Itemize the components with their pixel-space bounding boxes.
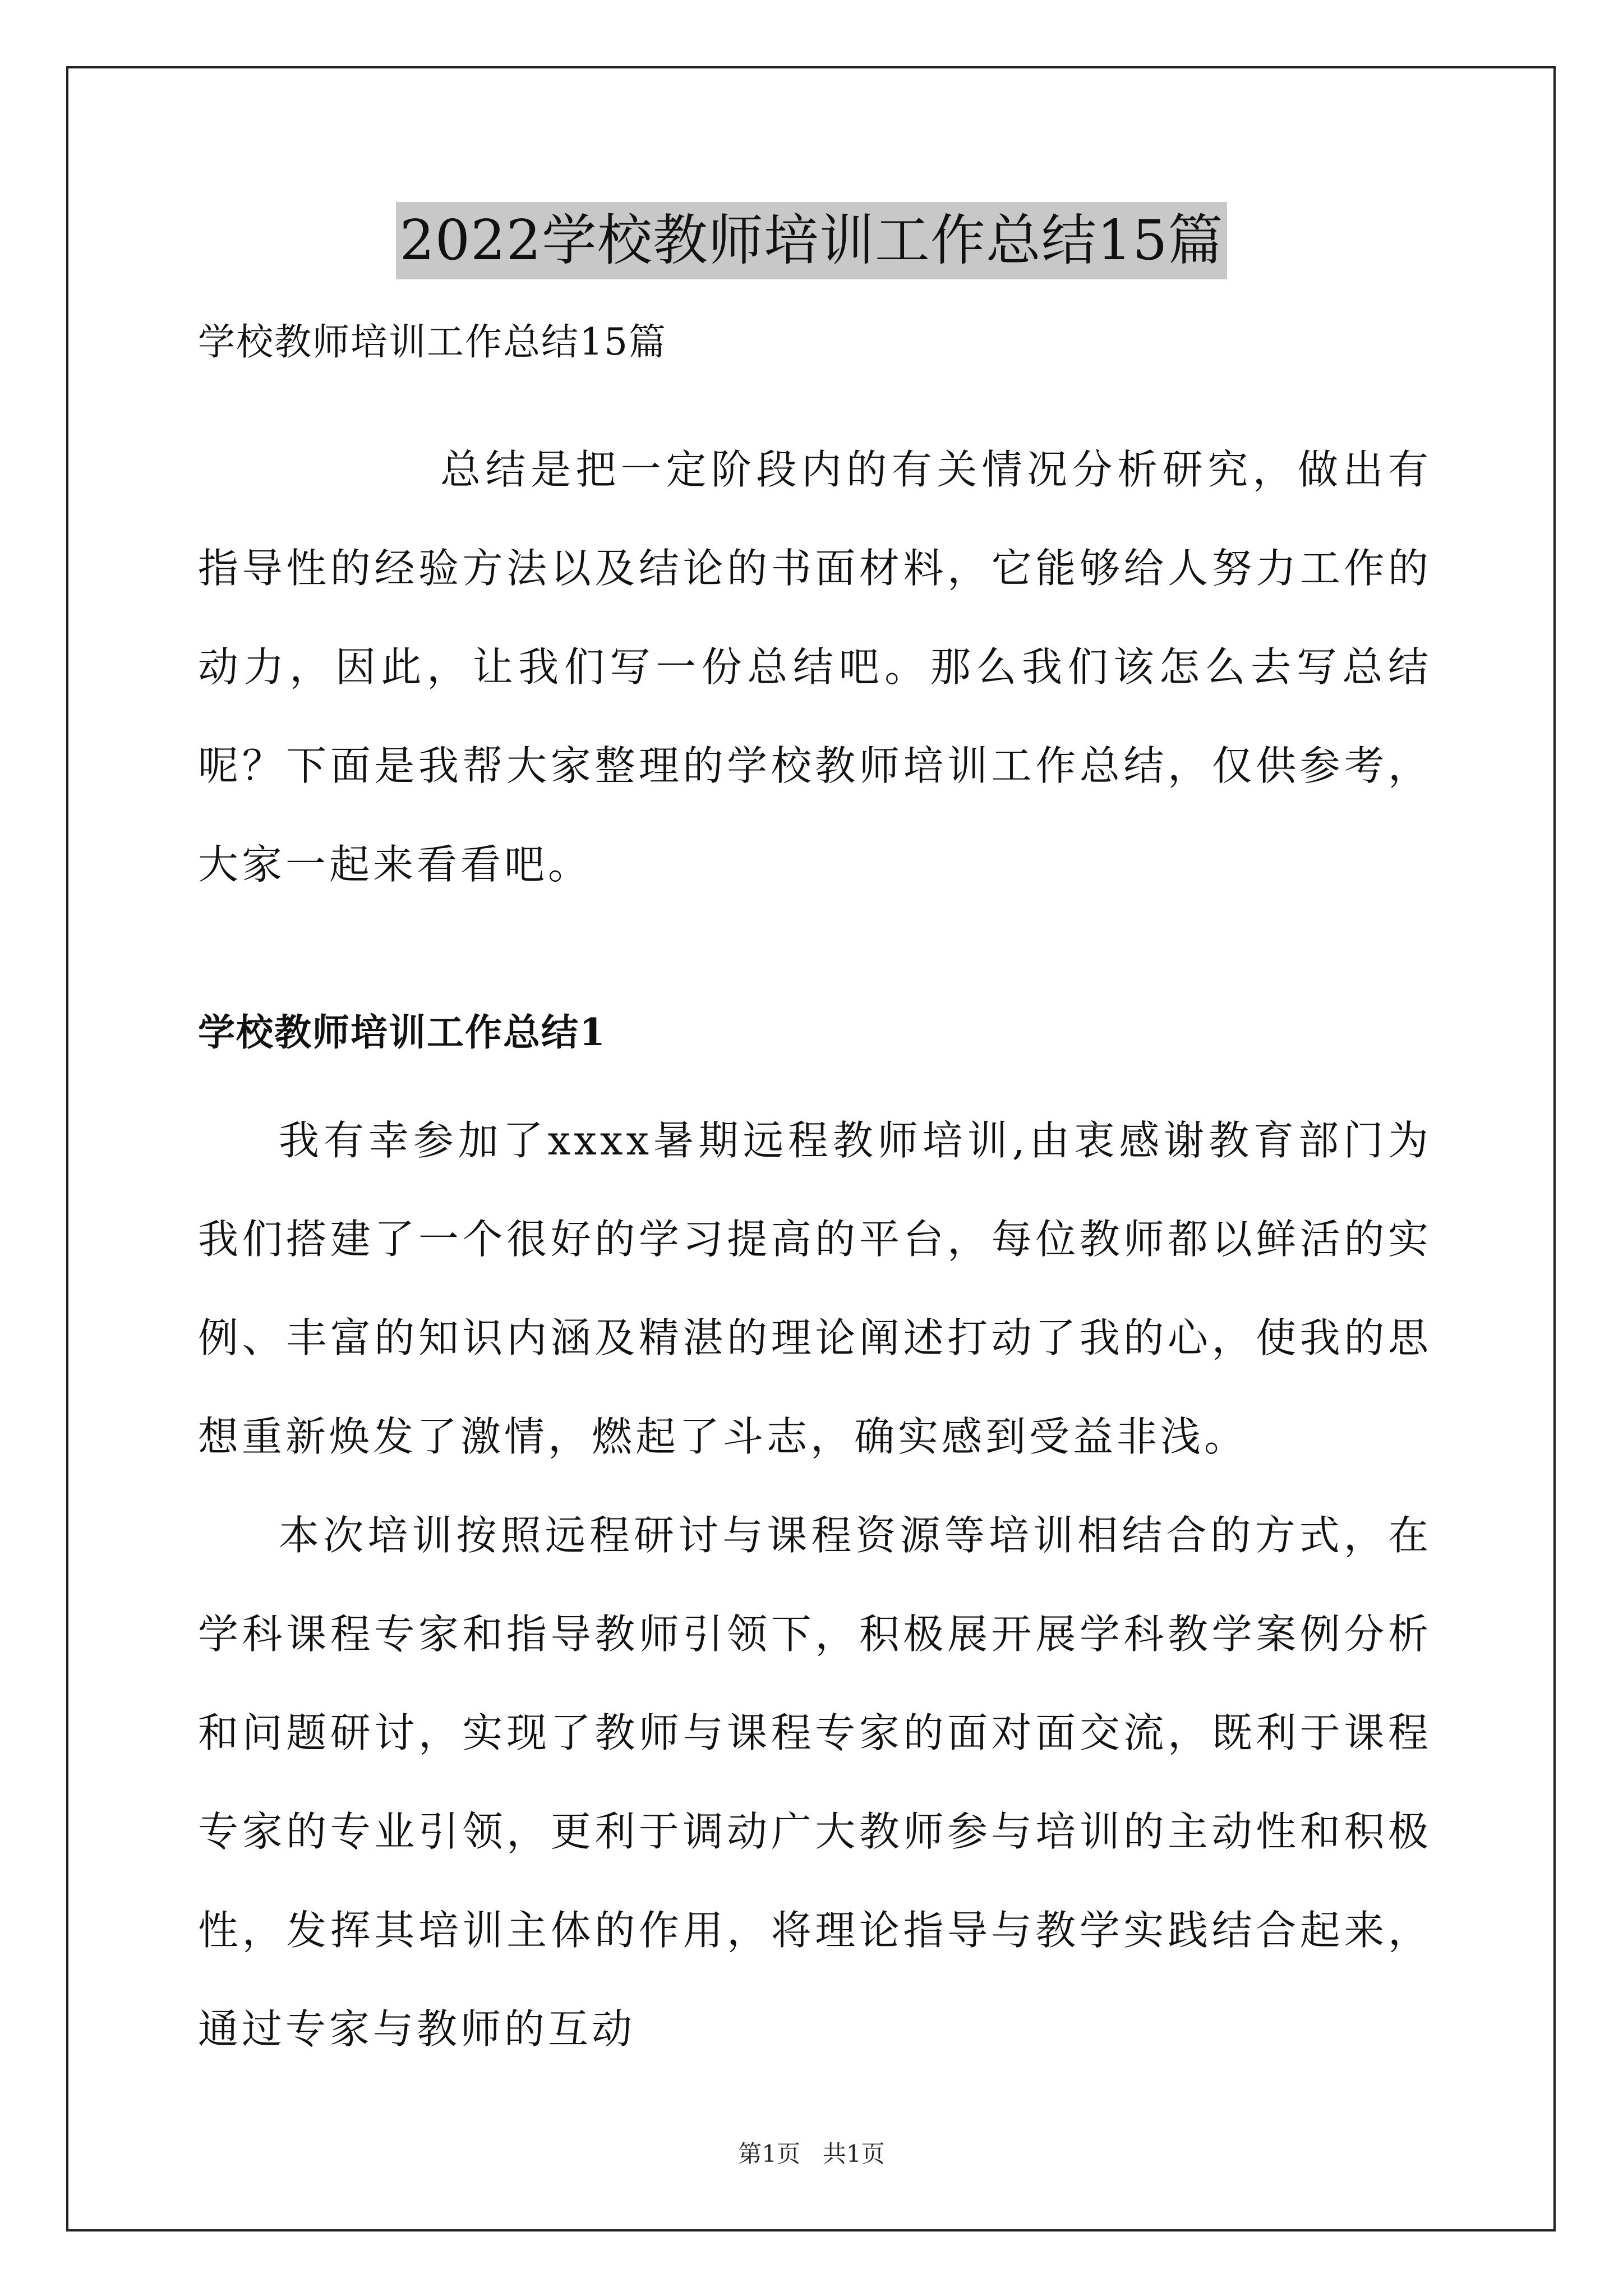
title-container bbox=[0, 202, 1623, 279]
page-footer bbox=[0, 2137, 1623, 2171]
document-title: 2022学校教师培训工作总结15篇 bbox=[396, 202, 1227, 279]
section-paragraph: 我有幸参加了xxxx暑期远程教师培训,由衷感谢教育部门为我们搭建了一个很好的学习提高的平台，每位教师都以鲜活的实例、丰富的知识内涵及精湛的理论阐述打动了我的心，使我的思想重新焕发了激情，燃起了斗志，确实感到受益非浅。 bbox=[198, 1117, 1432, 1460]
document-subtitle: 学校教师培训工作总结15篇 bbox=[198, 320, 667, 364]
page-number: 第1页 bbox=[738, 2140, 800, 2168]
section-heading: 学校教师培训工作总结1 bbox=[198, 1010, 606, 1054]
document-body bbox=[198, 306, 1432, 2078]
section-paragraph: 本次培训按照远程研讨与课程资源等培训相结合的方式，在学科课程专家和指导教师引领下，积极展开展学科教学案例分析和问题研讨，实现了教师与课程专家的面对面交流，既利于课程专家的专业引领，更利于调动广大教师参与培训的主动性和积极性，发挥其培训主体的作用，将理论指导与教学实践结合起来，通过专家与教师的互动 bbox=[198, 1512, 1432, 2053]
intro-paragraph: 总结是把一定阶段内的有关情况分析研究，做出有指导性的经验方法以及结论的书面材料，它能够给人努力工作的动力，因此，让我们写一份总结吧。那么我们该怎么去写总结呢？下面是我帮大家整理的学校教师培训工作总结，仅供参考，大家一起来看看吧。 bbox=[198, 446, 1432, 888]
page-total: 共1页 bbox=[823, 2140, 885, 2168]
